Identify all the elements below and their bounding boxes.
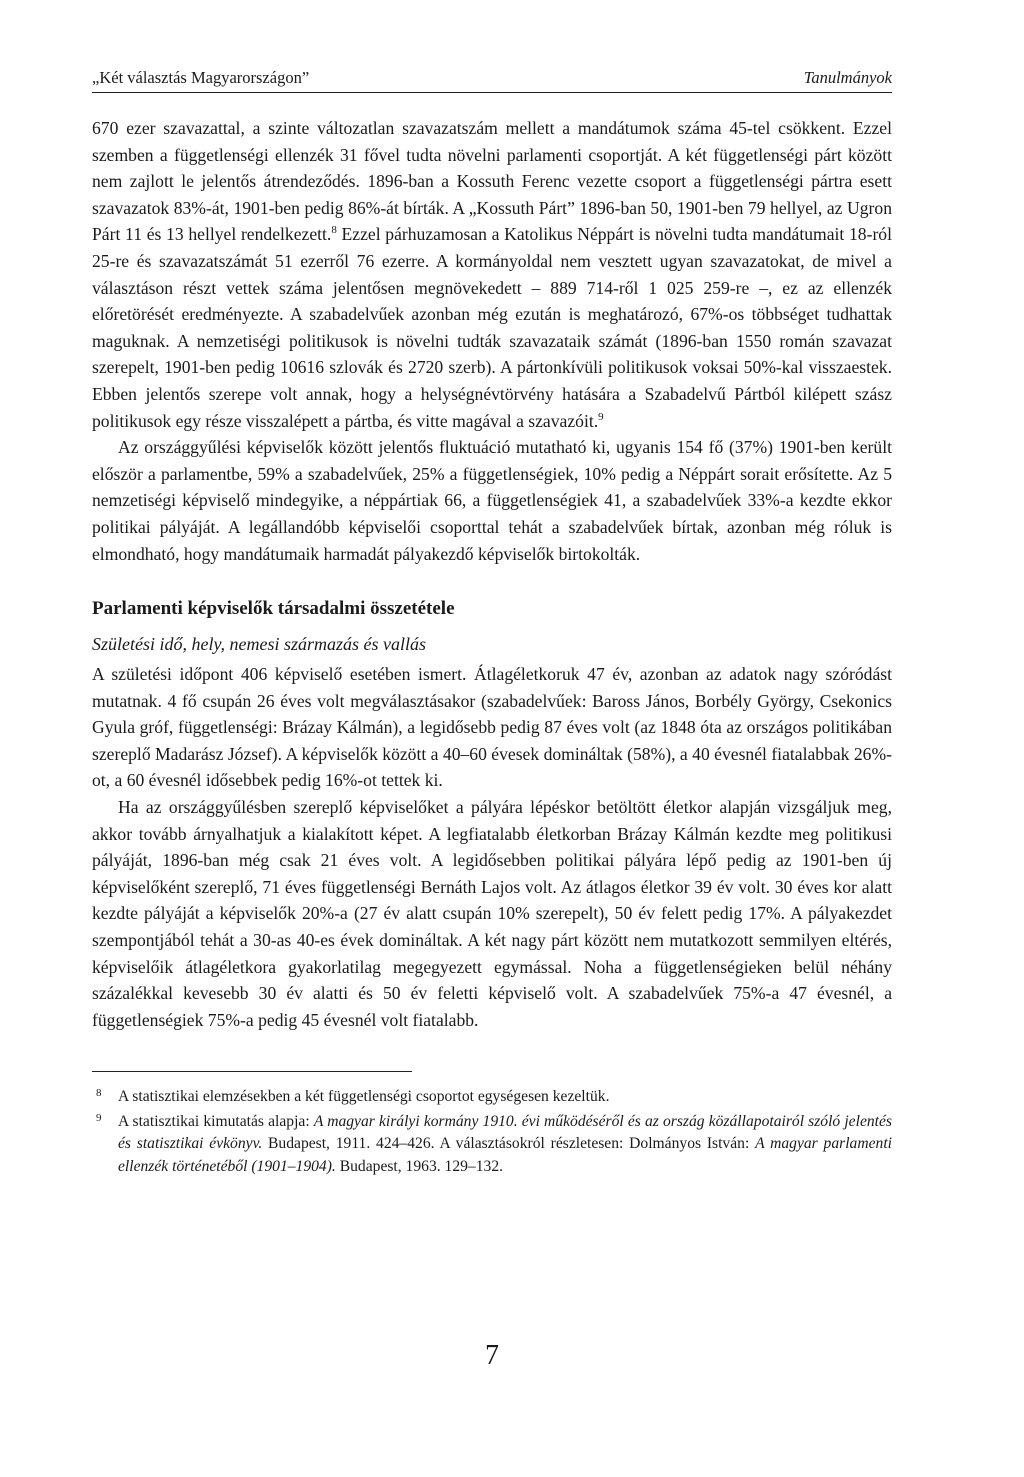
body-text-top	[92, 115, 892, 567]
footnote-ref: 8	[331, 224, 337, 237]
footnote-text: A statisztikai elemzésekben a két függetlenségi csoportot egységesen kezeltük.	[118, 1088, 610, 1106]
document-page	[92, 68, 892, 1371]
paragraph: Az országgyűlési képviselők között jelentős fluktuáció mutatható ki, ugyanis 154 fő (37%) 1901-ben került először a parlamentbe, 59% a szabadelvűek, 25% a függetlenségiek, 10% pedig a Néppárt sorait erősítette. Az 5 nemzetiségi képviselő mindegyike, a néppártiak 66, a függetlenségiek 41, a szabadelvűek 33%-a kezdte ekkor politikai pályáját. A legállandóbb képviselői csoporttal tehát a szabadelvűek bírtak, azonban még róluk is elmondható, hogy mandátumaik harmadát pályakezdő képviselők birtokolták.	[92, 437, 892, 564]
footnote	[92, 1111, 892, 1178]
footnote-ref: 9	[598, 410, 604, 423]
section-heading: Parlamenti képviselők társadalmi összetétele	[92, 598, 455, 620]
paragraph	[92, 115, 892, 434]
footnote-number: 9	[96, 1111, 102, 1124]
footnote-cited-title: A magyar királyi kormány 1910. évi működéséről és az ország közállapotairól szóló jelentés és statisztikai évkönyv.	[118, 1112, 892, 1153]
footnote-text-part: A statisztikai kimutatás alapja:	[118, 1112, 314, 1130]
page-number: 7	[485, 1340, 499, 1371]
footnote-text	[118, 1111, 892, 1178]
footnote-number: 8	[96, 1087, 102, 1100]
paragraph: Ha az országgyűlésben szereplő képviselőket a pályára lépéskor betöltött életkor alapján vizsgáljuk meg, akkor tovább árnyalhatjuk a kialakított képet. A legfiatalabb életkorban Brázay Kálmán kezdte meg politikusi pályáját, 1896-ban még csak 21 éves volt. A legidősebben politikai pályára lépő pedig az 1901-ben új képviselőként szereplő, 71 éves függetlenségi Bernáth Lajos volt. Az átlagos életkor 39 év volt. 30 éves kor alatt kezdte pályáját a képviselők 20%-a (27 év alatt csupán 10% szerepelt), 50 év felett pedig 17%. A pályakezdet szempontjából tehát a 30-as 40-es évek domináltak. A két nagy párt között nem mutatkozott semmilyen eltérés, képviselőik átlagéletkora gyakorlatilag megegyezett egymással. Noha a függetlenségieken belül néhány százalékkal kevesebb 30 év alatti és 50 év feletti képviselő volt. A szabadelvűek 75%-a 47 évesnél, a függetlenségiek 75%-a pedig 45 évesnél volt fiatalabb.	[92, 797, 892, 1030]
body-text-bottom	[92, 661, 892, 1033]
sub-heading: Születési idő, hely, nemesi származás és vallás	[92, 634, 426, 655]
paragraph: A születési időpont 406 képviselő esetében ismert. Átlagéletkoruk 47 év, azonban az adatok nagy szóródást mutatnak. 4 fő csupán 26 éves volt megválasztásakor (szabadelvűek: Baross János, Borbély György, Csekonics Gyula gróf, függetlenségi: Brázay Kálmán), a legidősebb pedig 87 éves volt (az 1848 óta az országos politikában szereplő Madarász József). A képviselők között a 40–60 évesek domináltak (58%), a 40 évesnél fiatalabbak 26%-ot, a 60 évesnél idősebbek pedig 16%-ot tettek ki.	[92, 664, 892, 791]
footnote	[92, 1086, 892, 1108]
footnote-divider	[92, 1071, 412, 1072]
footnote-text-part: Budapest, 1911. 424–426. A választásokról részletesen: Dolmányos István:	[262, 1135, 756, 1153]
paragraph-text: 670 ezer szavazattal, a szinte változatlan szavazatszám mellett a mandátumok száma 45-tel csökkent. Ezzel szemben a függetlenségi ellenzék 31 fővel tudta növelni parlamenti csoportját. A két függetlenségi párt között nem zajlott le jelentős átrendeződés. 1896-ban a Kossuth Ferenc vezette csoport a függetlenségi pártra esett szavazatok 83%-át, 1901-ben pedig 86%-át bírták. A „Kossuth Párt” 1896-ban 50, 1901-ben 79 hellyel, az Ugron Párt 11 és 13 hellyel rendelkezett.	[92, 118, 892, 245]
paragraph-text: Ezzel párhuzamosan a Katolikus Néppárt is növelni tudta mandátumait 18-ról 25-re és szavazatszámát 51 ezerről 76 ezerre. A kormányoldal nem vesztett ugyan szavazatokat, de mivel a választáson részt vettek száma jelentősen megnövekedett – 889 714-ről 1 025 259-re –, ez az ellenzék előretörését eredményezte. A szabadelvűek azonban még ezután is meghatározó, 67%-os többséget tudhattak maguknak. A nemzetiségi politikusok is növelni tudták szavazataik számát (1896-ban 1550 román szavazat szerepelt, 1901-ben pedig 10616 szlovák és 2720 szerb). A pártonkívüli politikusok voksai 50%-kal visszaestek. Ebben jelentős szerepe volt annak, hogy a helységnévtörvény hatására a Szabadelvű Pártból kilépett szász politikusok egy része visszalépett a pártba, és vitte magával a szavazóit.	[92, 224, 892, 431]
section-name: Tanulmányok	[803, 68, 892, 87]
running-title: „Két választás Magyarországon”	[92, 68, 310, 87]
footnote-text-part: Budapest, 1963. 129–132.	[335, 1157, 504, 1175]
footnotes	[92, 1086, 892, 1178]
running-header	[92, 68, 892, 93]
footnote-cited-title: A magyar parlamenti ellenzék történetéből (1901–1904).	[118, 1135, 892, 1175]
